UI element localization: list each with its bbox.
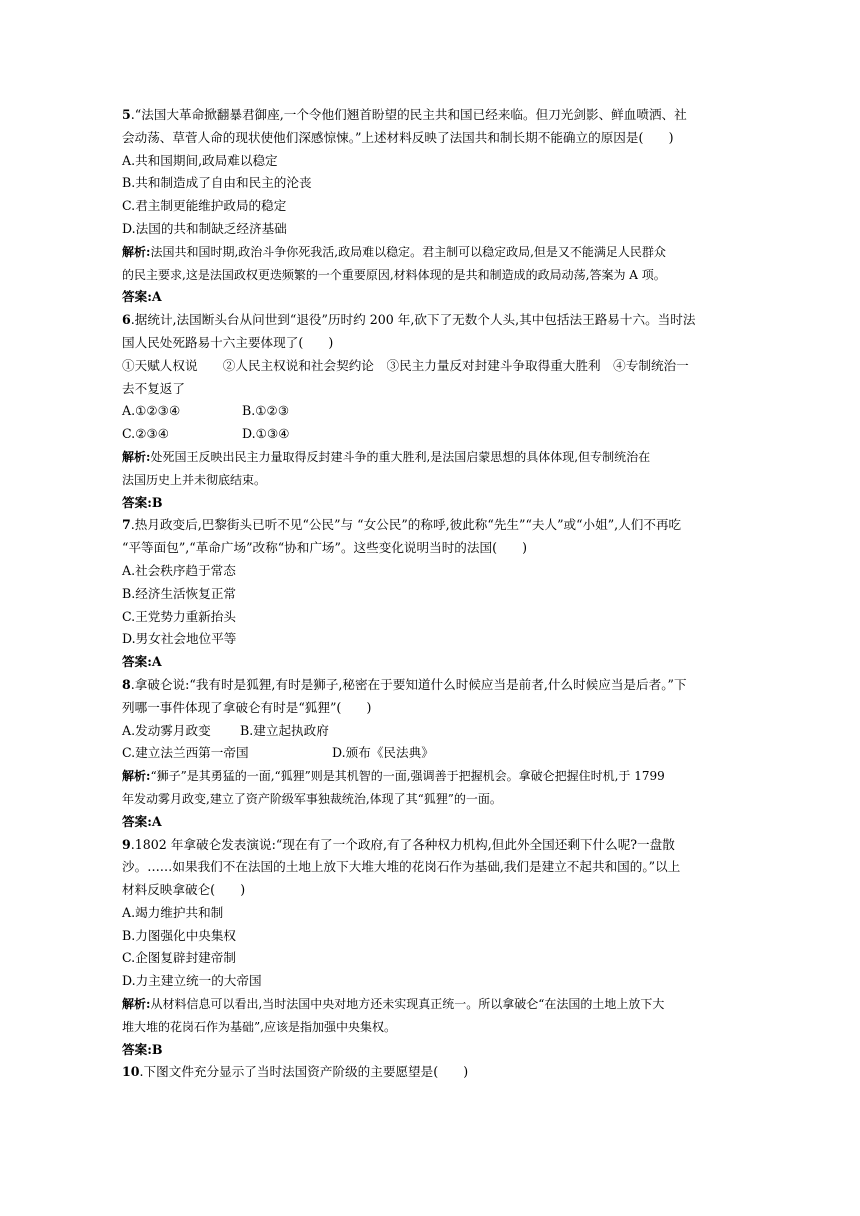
option-row [122,742,742,765]
analysis: 解析:“狮子”是其勇猛的一面,“狐狸”则是其机智的一面,强调善于把握机会。拿破仑把握住时机,于 1799 [122,769,665,784]
option-c: C.企图复辟封建帝制 [122,950,236,966]
analysis-label: 解析: [122,449,151,464]
analysis-label: 解析: [122,997,151,1012]
analysis-label: 解析: [122,244,151,259]
question-7 [122,514,742,674]
option-b: B.力图强化中央集权 [122,927,237,943]
question-list [122,104,742,1084]
question-stem: 9.1802 年拿破仑发表演说:“现在有了一个政府,有了各种权力机构,但此外全国还剩下什么呢?一盘散 [122,836,675,852]
analysis-cont: 年发动雾月政变,建立了资产阶级军事独裁统治,体现了其“狐狸”的一面。 [122,791,502,806]
option-b: B.①②③ [242,403,290,419]
option-a: A.共和国期间,政局难以稳定 [122,152,278,168]
question-stem-cont: 会动荡、草菅人命的现状使他们深感惊悚。”上述材料反映了法国共和制长期不能确立的原因是( ) [122,129,674,145]
option-row [122,400,742,423]
question-stem-cont: 材料反映拿破仑( ) [122,882,246,898]
analysis: 解析:法国共和国时期,政治斗争你死我活,政局难以稳定。君主制可以稳定政局,但是又不能满足人民群众 [122,244,666,259]
question-stem-cont: 列哪一事件体现了拿破仑有时是“狐狸”( ) [122,699,372,715]
option-c: C.君主制更能维护政局的稳定 [122,198,287,214]
option-c: C.②③④ [122,426,170,442]
question-number: 7 [122,517,131,533]
option-c: C.建立法兰西第一帝国 [122,745,249,761]
question-stem-cont: 沙。……如果我们不在法国的土地上放下大堆大堆的花岗石作为基础,我们是建立不起共和国的。”以上 [122,859,681,875]
analysis-cont: 法国历史上并未彻底结束。 [122,472,267,487]
option-d: D.颁布《民法典》 [332,745,434,761]
analysis-label: 解析: [122,769,151,784]
question-number: 5 [122,107,131,122]
answer: 答案:B [122,494,163,510]
answer: 答案:B [122,1041,163,1057]
option-a: A.发动雾月政变 [122,722,211,738]
question-number: 8 [122,676,131,692]
option-d: D.法国的共和制缺乏经济基础 [122,220,287,236]
analysis: 解析:处死国王反映出民主力量取得反封建斗争的重大胜利,是法国启蒙思想的具体体现,但专制统治在 [122,449,651,464]
question-9 [122,834,742,1062]
option-row [122,423,742,446]
question-6 [122,309,742,514]
option-a: A.社会秩序趋于常态 [122,562,236,578]
question-stem: 5.“法国大革命掀翻暴君御座,一个令他们翘首盼望的民主共和国已经来临。但刀光剑影、鲜血喷洒、社 [122,107,687,122]
question-number: 9 [122,836,131,852]
analysis: 解析:从材料信息可以看出,当时法国中央对地方还未实现真正统一。所以拿破仑“在法国的土地上放下大 [122,997,665,1012]
question-number: 6 [122,312,131,328]
option-b: B.经济生活恢复正常 [122,585,237,601]
analysis-cont: 堆大堆的花岗石作为基础”,应该是指加强中央集权。 [122,1019,396,1034]
option-d: D.①③④ [242,426,290,442]
option-b: B.共和制造成了自由和民主的沦丧 [122,175,312,191]
answer: 答案:A [122,289,162,305]
statement-items-cont: 去不复返了 [122,380,185,396]
option-b: B.建立起执政府 [240,722,329,738]
option-d: D.力主建立统一的大帝国 [122,973,262,989]
option-row [122,720,742,743]
question-5 [122,104,742,309]
question-stem: 7.热月政变后,巴黎街头已听不见“公民”与 “女公民”的称呼,彼此称“先生”“夫人”或“小姐”,人们不再吃 [122,517,682,533]
analysis-cont: 的民主要求,这是法国政权更迭频繁的一个重要原因,材料体现的是共和制造成的政局动荡,答案为 A 项。 [122,267,666,282]
option-a: A.①②③④ [122,403,181,419]
question-stem-cont: 国人民处死路易十六主要体现了( ) [122,334,334,350]
question-stem: 6.据统计,法国断头台从问世到“退役”历时约 200 年,砍下了无数个人头,其中包括法王路易十六。当时法 [122,312,696,328]
answer: 答案:A [122,654,162,670]
answer: 答案:A [122,813,162,829]
option-c: C.王党势力重新抬头 [122,608,236,624]
question-stem-cont: “平等面包”,“革命广场”改称“协和广场”。这些变化说明当时的法国( ) [122,540,528,556]
option-a: A.竭力维护共和制 [122,904,224,920]
question-stem: 8.拿破仑说:“我有时是狐狸,有时是狮子,秘密在于要知道什么时候应当是前者,什么时候应当是后者。”下 [122,676,687,692]
option-d: D.男女社会地位平等 [122,631,237,647]
question-stem: 10.下图文件充分显示了当时法国资产阶级的主要愿望是( ) [122,1064,469,1080]
question-8 [122,674,742,834]
question-number: 10 [122,1064,140,1080]
question-10 [122,1061,742,1084]
statement-items: ①天赋人权说 ②人民主权说和社会契约论 ③民主力量反对封建斗争取得重大胜利 ④专制统治一 [122,357,689,373]
